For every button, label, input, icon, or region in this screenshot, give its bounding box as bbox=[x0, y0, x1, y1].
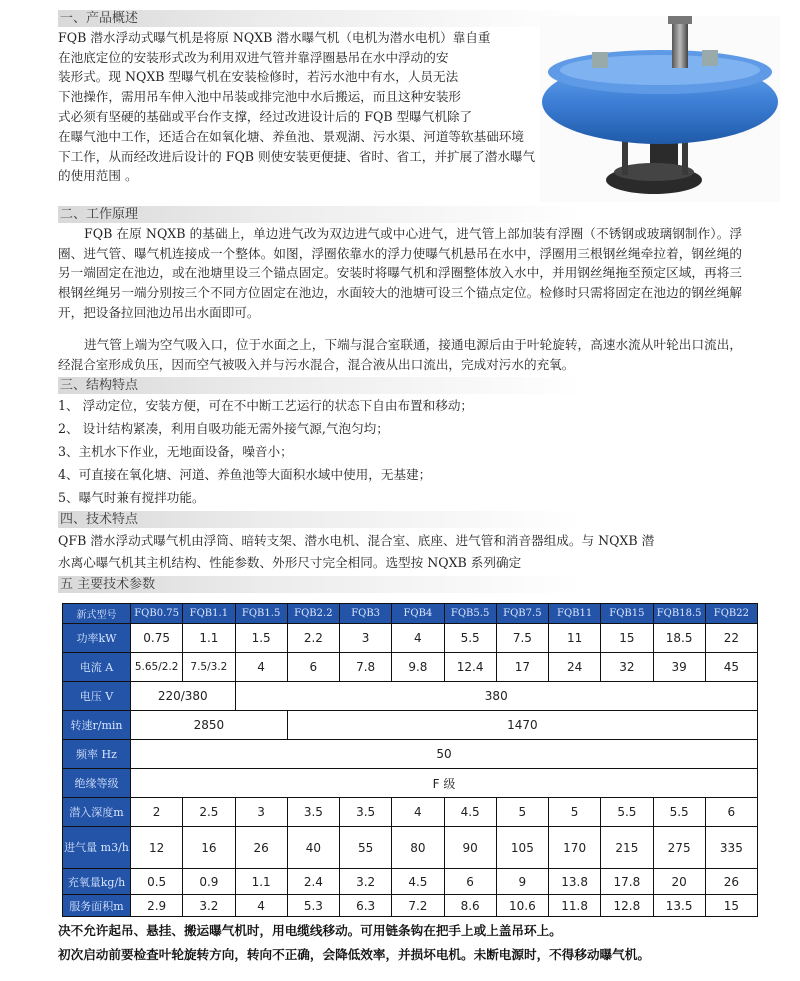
feature-item: 1、 浮动定位，安装方便，可在不中断工艺运行的状态下自由布置和移动； bbox=[58, 398, 474, 413]
model-cell: FQB2.2 bbox=[287, 604, 339, 624]
value-cell: 105 bbox=[496, 827, 548, 869]
value-cell: 5 bbox=[496, 798, 548, 827]
overview-line: 下池操作，需用吊车伸入池中吊装或排完池中水后搬运，而且这种安装形 bbox=[58, 89, 461, 105]
value-cell: 18.5 bbox=[653, 624, 705, 653]
row-label: 功率kW bbox=[63, 624, 131, 653]
value-cell: 1.1 bbox=[183, 624, 235, 653]
value-cell: 4 bbox=[235, 653, 287, 682]
model-cell: FQB1.1 bbox=[183, 604, 235, 624]
row-label: 进气量 m3/h bbox=[63, 827, 131, 869]
principle-paragraph-1: FQB 在原 NQXB 的基础上，单边进气改为双边进气或中心进气，进气管上部加装有浮圈（不锈钢或玻璃钢制作）。浮圈、进气管、曝气机连接成一个整体。如图，浮圈依靠水的浮力使曝气机悬吊在水中，浮圈用三根钢丝绳牵拉着，钢丝绳的另一端固定在池边，或在池塘里设三个锚点固定。安装时将曝气机和浮圈整体放入水中，并用钢丝绳拖至预定区域，再将三根钢丝绳另一端分别按三个不同方位固定在池边，水面较大的池塘可设三个锚点定位。检修时只需将固定在池边的钢丝绳解开，把设备拉回池边吊出水面即可。 bbox=[58, 226, 742, 320]
row-label: 服务面积m bbox=[63, 895, 131, 917]
value-cell: 3.2 bbox=[340, 869, 392, 895]
value-cell: 7.8 bbox=[340, 653, 392, 682]
warning-line: 决不允许起吊、悬挂、搬运曝气机时，用电缆线移动。可用链条钩在把手上或上盖吊环上。 bbox=[58, 923, 562, 938]
value-cell: 275 bbox=[653, 827, 705, 869]
value-cell: F 级 bbox=[131, 769, 758, 798]
row-label: 充氧量kg/h bbox=[63, 869, 131, 895]
overview-text bbox=[58, 28, 530, 127]
model-cell: FQB5.5 bbox=[444, 604, 496, 624]
value-cell: 4.5 bbox=[392, 869, 444, 895]
value-cell: 9.8 bbox=[392, 653, 444, 682]
value-cell: 220/380 bbox=[131, 682, 236, 711]
value-cell: 3.5 bbox=[287, 798, 339, 827]
value-cell: 50 bbox=[131, 740, 758, 769]
value-cell: 22 bbox=[705, 624, 757, 653]
overview-line: 在曝气池中工作，还适合在如氧化塘、养鱼池、景观湖、污水渠、河道等软基础环境 bbox=[58, 129, 524, 144]
table-row-frequency bbox=[63, 740, 758, 769]
value-cell: 7.5 bbox=[496, 624, 548, 653]
value-cell: 0.5 bbox=[131, 869, 183, 895]
value-cell: 5.5 bbox=[444, 624, 496, 653]
value-cell: 5.5 bbox=[653, 798, 705, 827]
table-row-voltage bbox=[63, 682, 758, 711]
value-cell: 13.8 bbox=[549, 869, 601, 895]
value-cell: 2.4 bbox=[287, 869, 339, 895]
overview-line: 的使用范围 。 bbox=[58, 168, 138, 184]
value-cell: 9 bbox=[496, 869, 548, 895]
value-cell: 0.9 bbox=[183, 869, 235, 895]
section-heading-tech: 四、技术特点 bbox=[58, 511, 760, 528]
value-cell: 45 bbox=[705, 653, 757, 682]
value-cell: 80 bbox=[392, 827, 444, 869]
value-cell: 335 bbox=[705, 827, 757, 869]
value-cell: 4 bbox=[392, 798, 444, 827]
value-cell: 12 bbox=[131, 827, 183, 869]
value-cell: 2.9 bbox=[131, 895, 183, 917]
value-cell: 3.2 bbox=[183, 895, 235, 917]
value-cell: 4 bbox=[235, 895, 287, 917]
table-row-air-intake bbox=[63, 827, 758, 869]
value-cell: 55 bbox=[340, 827, 392, 869]
value-cell: 5.5 bbox=[601, 798, 653, 827]
value-cell: 2.5 bbox=[183, 798, 235, 827]
table-row-oxygen bbox=[63, 869, 758, 895]
value-cell: 3 bbox=[340, 624, 392, 653]
value-cell: 2.2 bbox=[287, 624, 339, 653]
model-cell: FQB3 bbox=[340, 604, 392, 624]
value-cell: 11.8 bbox=[549, 895, 601, 917]
section-heading-overview: 一、产品概述 bbox=[58, 10, 760, 27]
tech-line: QFB 潜水浮动式曝气机由浮筒、暗转支架、潜水电机、混合室、底座、进气管和消音器组成。与 NQXB 潜 bbox=[58, 533, 655, 548]
value-cell: 5 bbox=[549, 798, 601, 827]
value-cell: 215 bbox=[601, 827, 653, 869]
value-cell: 3 bbox=[235, 798, 287, 827]
value-cell: 32 bbox=[601, 653, 653, 682]
table-header-row bbox=[63, 604, 758, 624]
model-cell: FQB22 bbox=[705, 604, 757, 624]
value-cell: 17.8 bbox=[601, 869, 653, 895]
value-cell: 2 bbox=[131, 798, 183, 827]
table-row-depth bbox=[63, 798, 758, 827]
feature-item: 4、可直接在氧化塘、河道、养鱼池等大面积水域中使用，无基建； bbox=[58, 467, 432, 482]
value-cell: 15 bbox=[601, 624, 653, 653]
warning-line: 初次启动前要检查叶轮旋转方向，转向不正确，会降低效率，并损坏电机。未断电源时，不得移动曝气机。 bbox=[58, 947, 650, 962]
value-cell: 5.65/2.2 bbox=[131, 653, 183, 682]
overview-line: 装形式。现 NQXB 型曝气机在安装检修时，若污水池中有水，人员无法 bbox=[58, 69, 459, 85]
table-row-power bbox=[63, 624, 758, 653]
feature-item: 5、曝气时兼有搅拌功能。 bbox=[58, 490, 205, 505]
value-cell: 5.3 bbox=[287, 895, 339, 917]
value-cell: 13.5 bbox=[653, 895, 705, 917]
row-label: 新式型号 bbox=[63, 604, 131, 624]
model-cell: FQB18.5 bbox=[653, 604, 705, 624]
value-cell: 26 bbox=[705, 869, 757, 895]
value-cell: 6 bbox=[287, 653, 339, 682]
value-cell: 90 bbox=[444, 827, 496, 869]
value-cell: 15 bbox=[705, 895, 757, 917]
value-cell: 17 bbox=[496, 653, 548, 682]
table-row-insulation bbox=[63, 769, 758, 798]
section-heading-features: 三、结构特点 bbox=[58, 377, 760, 394]
model-cell: FQB11 bbox=[549, 604, 601, 624]
principle-paragraph-2: 进气管上端为空气吸入口，位于水面之上，下端与混合室联通，接通电源后由于叶轮旋转，高速水流从叶轮出口流出，经混合室形成负压，因而空气被吸入并与污水混合，混合液从出口流出，完成对污水的充氧。 bbox=[58, 337, 742, 372]
value-cell: 1470 bbox=[287, 711, 757, 740]
model-cell: FQB0.75 bbox=[131, 604, 183, 624]
row-label: 潜入深度m bbox=[63, 798, 131, 827]
table-row-speed bbox=[63, 711, 758, 740]
overview-line: 式必须有坚硬的基础或平台作支撑，经过改进设计后的 FQB 型曝气机除了 bbox=[58, 108, 473, 124]
overview-line: FQB 潜水浮动式曝气机是将原 NQXB 潜水曝气机（电机为潜水电机）靠自重 bbox=[58, 30, 491, 45]
value-cell: 7.2 bbox=[392, 895, 444, 917]
tech-line: 水离心曝气机其主机结构、性能参数、外形尺寸完全相同。选型按 NQXB 系列确定 bbox=[58, 555, 522, 570]
table-row-current bbox=[63, 653, 758, 682]
row-label: 绝缘等级 bbox=[63, 769, 131, 798]
spec-table bbox=[62, 603, 758, 917]
overview-line: 在池底定位的安装形式改为利用双进气管并靠浮圈悬吊在水中浮动的安 bbox=[58, 49, 449, 65]
value-cell: 1.5 bbox=[235, 624, 287, 653]
value-cell: 7.5/3.2 bbox=[183, 653, 235, 682]
model-cell: FQB7.5 bbox=[496, 604, 548, 624]
value-cell: 3.5 bbox=[340, 798, 392, 827]
value-cell: 39 bbox=[653, 653, 705, 682]
row-label: 转速r/min bbox=[63, 711, 131, 740]
value-cell: 16 bbox=[183, 827, 235, 869]
value-cell: 40 bbox=[287, 827, 339, 869]
value-cell: 12.4 bbox=[444, 653, 496, 682]
value-cell: 4.5 bbox=[444, 798, 496, 827]
overview-line: 下工作，从而经改进后设计的 FQB 则使安装更便捷、省时、省工，并扩展了潜水曝气 bbox=[58, 148, 536, 164]
value-cell: 4 bbox=[392, 624, 444, 653]
value-cell: 6.3 bbox=[340, 895, 392, 917]
feature-item: 2、 设计结构紧凑，利用自吸功能无需外接气源,气泡匀均； bbox=[58, 421, 389, 436]
value-cell: 0.75 bbox=[131, 624, 183, 653]
value-cell: 11 bbox=[549, 624, 601, 653]
model-cell: FQB15 bbox=[601, 604, 653, 624]
value-cell: 12.8 bbox=[601, 895, 653, 917]
overview-text-wide bbox=[58, 127, 618, 186]
row-label: 电流 A bbox=[63, 653, 131, 682]
value-cell: 20 bbox=[653, 869, 705, 895]
model-cell: FQB1.5 bbox=[235, 604, 287, 624]
value-cell: 2850 bbox=[131, 711, 288, 740]
value-cell: 380 bbox=[235, 682, 758, 711]
value-cell: 24 bbox=[549, 653, 601, 682]
row-label: 频率 Hz bbox=[63, 740, 131, 769]
table-row-service-area bbox=[63, 895, 758, 917]
feature-item: 3、主机水下作业，无地面设备，噪音小； bbox=[58, 444, 293, 459]
value-cell: 6 bbox=[444, 869, 496, 895]
model-cell: FQB4 bbox=[392, 604, 444, 624]
value-cell: 10.6 bbox=[496, 895, 548, 917]
section-heading-params: 五 主要技术参数 bbox=[58, 576, 760, 593]
value-cell: 6 bbox=[705, 798, 757, 827]
section-heading-principle: 二、工作原理 bbox=[58, 206, 760, 223]
value-cell: 170 bbox=[549, 827, 601, 869]
row-label: 电压 V bbox=[63, 682, 131, 711]
value-cell: 26 bbox=[235, 827, 287, 869]
value-cell: 8.6 bbox=[444, 895, 496, 917]
value-cell: 1.1 bbox=[235, 869, 287, 895]
